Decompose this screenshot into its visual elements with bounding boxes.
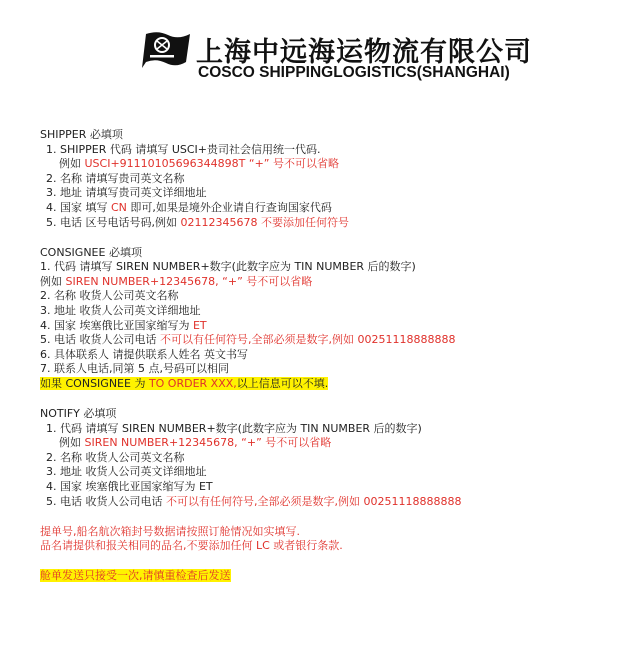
document-body xyxy=(40,128,620,584)
shipper-item-2: 2. 名称 请填写贵司英文名称 xyxy=(46,171,185,185)
notify-item-1: 1. 代码 请填写 SIREN NUMBER+数字(此数字应为 TIN NUMBER 后的数字) xyxy=(46,421,422,435)
notify-heading: NOTIFY 必填项 xyxy=(40,407,117,421)
shipper-item-5: 5. 电话 区号电话号码,例如 02112345678 不要添加任何符号 xyxy=(46,215,349,229)
consignee-item-1-example: 例如 SIREN NUMBER+12345678, “+” 号不可以省略 xyxy=(40,274,313,288)
consignee-item-6: 6. 具体联系人 请提供联系人姓名 英文书写 xyxy=(40,347,248,361)
shipper-heading: SHIPPER 必填项 xyxy=(40,128,123,141)
company-header xyxy=(138,30,588,86)
consignee-note: 如果 CONSIGNEE 为 TO ORDER XXX,以上信息可以不填. xyxy=(40,377,329,390)
consignee-heading: CONSIGNEE 必填项 xyxy=(40,245,142,259)
consignee-item-3: 3. 地址 收货人公司英文详细地址 xyxy=(40,304,201,318)
footer-note-3: 舱单发送只接受一次,请慎重检查后发送 xyxy=(40,569,231,583)
footer-note-1: 提单号,船名航次箱封号数据请按照订舱情况如实填写. xyxy=(40,524,300,538)
cosco-flag-logo-icon xyxy=(138,30,194,70)
notify-item-5: 5. 电话 收货人公司电话 不可以有任何符号,全部必须是数字,例如 00251118888888 xyxy=(46,494,462,508)
notify-item-3: 3. 地址 收货人公司英文详细地址 xyxy=(46,465,207,479)
footer-note-2: 品名请提供和报关相同的品名,不要添加任何 LC 或者银行条款. xyxy=(40,539,343,553)
consignee-item-1: 1. 代码 请填写 SIREN NUMBER+数字(此数字应为 TIN NUMBER 后的数字) xyxy=(40,260,416,274)
notify-item-4: 4. 国家 埃塞俄比亚国家缩写为 ET xyxy=(46,480,213,494)
shipper-item-1: 1. SHIPPER 代码 请填写 USCI+贵司社会信用统一代码. xyxy=(46,142,321,156)
consignee-item-5: 5. 电话 收货人公司电话 不可以有任何符号,全部必须是数字,例如 00251118888888 xyxy=(40,333,456,347)
consignee-item-2: 2. 名称 收货人公司英文名称 xyxy=(40,289,179,303)
shipper-item-4: 4. 国家 填写 CN 即可,如果是境外企业请自行查询国家代码 xyxy=(46,200,332,214)
consignee-item-4: 4. 国家 埃塞俄比亚国家缩写为 ET xyxy=(40,318,207,332)
notify-item-1-example: 例如 SIREN NUMBER+12345678, “+” 号不可以省略 xyxy=(59,436,332,450)
shipper-item-1-example: 例如 USCI+91110105696344898T “+” 号不可以省略 xyxy=(59,157,339,171)
notify-item-2: 2. 名称 收货人公司英文名称 xyxy=(46,450,185,464)
company-name-english: COSCO SHIPPINGLOGISTICS(SHANGHAI) xyxy=(198,64,510,81)
consignee-item-7: 7. 联系人电话,同第 5 点,号码可以相同 xyxy=(40,362,229,376)
shipper-item-3: 3. 地址 请填写贵司英文详细地址 xyxy=(46,186,207,200)
company-name-chinese: 上海中远海运物流有限公司 xyxy=(196,37,532,68)
